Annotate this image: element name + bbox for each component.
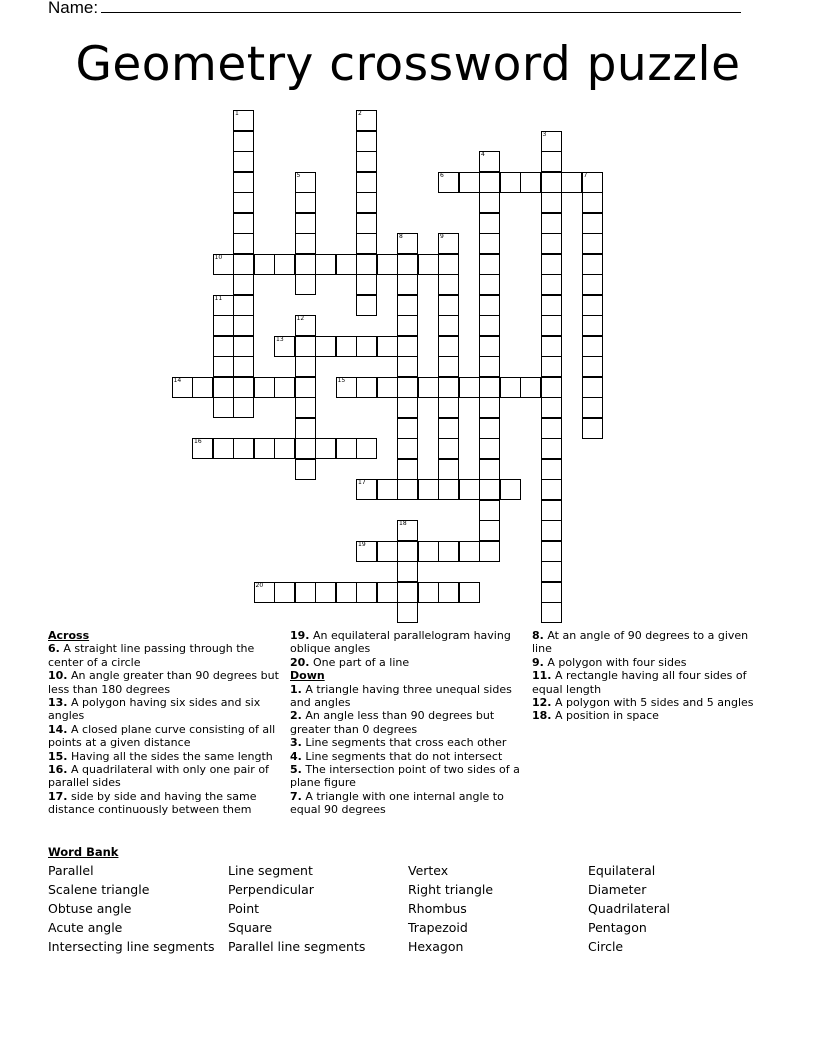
clue-text: An equilateral parallelogram having oblique angles xyxy=(290,629,511,656)
grid-cell[interactable] xyxy=(438,295,459,316)
grid-cell[interactable] xyxy=(541,192,562,213)
clue-text: At an angle of 90 degrees to a given line xyxy=(532,629,749,656)
grid-cell[interactable] xyxy=(295,315,316,336)
grid-cell[interactable] xyxy=(582,418,603,439)
name-label: Name: xyxy=(48,0,99,17)
grid-cell[interactable] xyxy=(315,254,336,275)
grid-cell[interactable] xyxy=(192,438,213,459)
grid-cell[interactable] xyxy=(438,479,459,500)
grid-cell[interactable] xyxy=(418,541,439,562)
grid-cell[interactable] xyxy=(295,397,316,418)
grid-cell[interactable] xyxy=(541,356,562,377)
word-bank-heading: Word Bank xyxy=(48,845,119,859)
clue-item xyxy=(532,696,764,709)
grid-cell[interactable] xyxy=(192,377,213,398)
word-bank-item: Equilateral xyxy=(588,863,656,878)
clue-text: An angle less than 90 degrees but greater than 0 degrees xyxy=(290,709,495,736)
grid-cell[interactable] xyxy=(541,295,562,316)
cell-number: 1 xyxy=(235,110,239,117)
grid-cell[interactable] xyxy=(479,274,500,295)
clue-number: 17. xyxy=(48,789,68,803)
clue-text: Line segments that do not intersect xyxy=(301,749,503,763)
grid-cell[interactable] xyxy=(541,172,562,193)
grid-cell[interactable] xyxy=(479,151,500,172)
word-bank-item: Point xyxy=(228,901,260,916)
grid-cell[interactable] xyxy=(274,438,295,459)
grid-cell[interactable] xyxy=(500,377,521,398)
grid-cell[interactable] xyxy=(438,172,459,193)
grid-cell[interactable] xyxy=(377,254,398,275)
grid-cell[interactable] xyxy=(541,131,562,152)
cell-number: 2 xyxy=(358,110,362,117)
clue-text: A quadrilateral with only one pair of parallel sides xyxy=(48,763,269,790)
word-bank-item: Pentagon xyxy=(588,920,647,935)
cell-number: 5 xyxy=(296,171,301,179)
word-bank-item: Square xyxy=(228,920,273,935)
grid-cell[interactable] xyxy=(295,459,316,480)
grid-cell[interactable] xyxy=(356,233,377,254)
grid-cell[interactable] xyxy=(397,418,418,439)
grid-cell[interactable] xyxy=(541,377,562,398)
cell-number: 7 xyxy=(583,171,588,179)
grid-cell[interactable] xyxy=(418,254,439,275)
clues-column-1 xyxy=(48,629,280,817)
grid-cell[interactable] xyxy=(541,561,562,582)
cell-number: 8 xyxy=(399,233,403,240)
grid-cell[interactable] xyxy=(356,131,377,152)
word-bank-item: Line segment xyxy=(228,863,313,878)
word-bank-item: Circle xyxy=(588,939,624,954)
grid-cell[interactable] xyxy=(500,479,521,500)
grid-cell[interactable] xyxy=(541,151,562,172)
grid-cell[interactable] xyxy=(479,315,500,336)
grid-cell[interactable] xyxy=(295,172,316,193)
grid-cell[interactable] xyxy=(397,438,418,459)
grid-cell[interactable] xyxy=(438,541,459,562)
cell-number: 14 xyxy=(173,376,182,384)
clue-item xyxy=(290,656,522,669)
grid-cell[interactable] xyxy=(541,336,562,357)
grid-cell[interactable] xyxy=(438,418,459,439)
grid-cell[interactable] xyxy=(213,438,234,459)
grid-cell[interactable] xyxy=(479,500,500,521)
grid-cell[interactable] xyxy=(582,377,603,398)
clue-text: An angle greater than 90 degrees but less than 180 degrees xyxy=(48,669,279,696)
cell-number: 17 xyxy=(358,479,366,486)
clue-item xyxy=(48,696,280,723)
clue-text: A polygon with four sides xyxy=(543,655,687,669)
cell-number: 9 xyxy=(440,233,444,240)
grid-cell[interactable] xyxy=(233,336,254,357)
grid-cell[interactable] xyxy=(438,254,459,275)
grid-cell[interactable] xyxy=(397,459,418,480)
clue-number: 13. xyxy=(48,696,68,710)
word-bank-item: Parallel line segments xyxy=(228,939,366,954)
clue-text: side by side and having the same distance continuously between them xyxy=(48,789,257,817)
clue-number: 8. xyxy=(532,629,544,642)
grid-cell[interactable] xyxy=(336,336,357,357)
grid-cell[interactable] xyxy=(213,377,234,398)
grid-cell[interactable] xyxy=(356,438,377,459)
grid-cell[interactable] xyxy=(582,274,603,295)
grid-cell[interactable] xyxy=(479,377,500,398)
grid-cell[interactable] xyxy=(233,356,254,377)
grid-cell[interactable] xyxy=(397,582,418,603)
grid-cell[interactable] xyxy=(459,377,480,398)
clue-number: 15. xyxy=(48,749,68,763)
grid-cell[interactable] xyxy=(356,336,377,357)
grid-cell[interactable] xyxy=(233,315,254,336)
word-bank-item: Diameter xyxy=(588,882,647,897)
word-bank-item: Hexagon xyxy=(408,939,464,954)
grid-cell[interactable] xyxy=(377,336,398,357)
clue-text: A triangle with one internal angle to equal 90 degrees xyxy=(290,789,504,817)
grid-cell[interactable] xyxy=(356,377,377,398)
grid-cell[interactable] xyxy=(233,172,254,193)
grid-cell[interactable] xyxy=(356,192,377,213)
grid-cell[interactable] xyxy=(213,254,234,275)
cell-number: 19 xyxy=(358,540,366,548)
word-bank-item: Quadrilateral xyxy=(588,901,670,916)
grid-cell[interactable] xyxy=(295,377,316,398)
cell-number: 13 xyxy=(276,335,284,343)
grid-cell[interactable] xyxy=(438,582,459,603)
grid-cell[interactable] xyxy=(520,172,541,193)
grid-cell[interactable] xyxy=(561,172,582,193)
across-heading: Across xyxy=(48,629,90,642)
grid-cell[interactable] xyxy=(356,110,377,131)
grid-cell[interactable] xyxy=(438,336,459,357)
grid-cell[interactable] xyxy=(541,459,562,480)
cell-number: 10 xyxy=(214,253,223,261)
grid-cell[interactable] xyxy=(233,274,254,295)
clue-number: 12. xyxy=(532,696,552,710)
clue-text: A polygon with 5 sides and 5 angles xyxy=(551,696,754,710)
clue-item xyxy=(532,629,764,656)
grid-cell[interactable] xyxy=(233,295,254,316)
grid-cell[interactable] xyxy=(500,172,521,193)
clue-number: 4. xyxy=(290,749,302,763)
grid-cell[interactable] xyxy=(479,459,500,480)
grid-cell[interactable] xyxy=(254,438,275,459)
grid-cell[interactable] xyxy=(520,377,541,398)
grid-cell[interactable] xyxy=(295,336,316,357)
grid-cell[interactable] xyxy=(582,336,603,357)
cell-number: 4 xyxy=(481,151,485,158)
grid-cell[interactable] xyxy=(397,520,418,541)
grid-cell[interactable] xyxy=(582,397,603,418)
word-bank-item: Vertex xyxy=(408,863,449,878)
grid-cell[interactable] xyxy=(377,582,398,603)
grid-cell[interactable] xyxy=(479,295,500,316)
grid-cell[interactable] xyxy=(274,582,295,603)
grid-cell[interactable] xyxy=(315,438,336,459)
grid-cell[interactable] xyxy=(438,438,459,459)
grid-cell[interactable] xyxy=(479,356,500,377)
grid-cell[interactable] xyxy=(233,213,254,234)
grid-cell[interactable] xyxy=(397,479,418,500)
grid-cell[interactable] xyxy=(418,479,439,500)
grid-cell[interactable] xyxy=(479,233,500,254)
grid-cell[interactable] xyxy=(541,418,562,439)
word-bank-item: Right triangle xyxy=(408,882,494,897)
clue-number: 10. xyxy=(48,669,68,683)
grid-cell[interactable] xyxy=(233,110,254,131)
grid-cell[interactable] xyxy=(356,541,377,562)
clue-item xyxy=(290,629,522,656)
grid-cell[interactable] xyxy=(479,254,500,275)
grid-cell[interactable] xyxy=(541,582,562,603)
grid-cell[interactable] xyxy=(172,377,193,398)
grid-cell[interactable] xyxy=(582,315,603,336)
grid-cell[interactable] xyxy=(397,356,418,377)
grid-cell[interactable] xyxy=(459,582,480,603)
grid-cell[interactable] xyxy=(582,295,603,316)
grid-cell[interactable] xyxy=(418,582,439,603)
grid-cell[interactable] xyxy=(377,377,398,398)
grid-cell[interactable] xyxy=(213,356,234,377)
clue-text: Having all the sides the same length xyxy=(67,749,273,763)
grid-cell[interactable] xyxy=(582,172,603,193)
clue-number: 18. xyxy=(532,709,552,723)
grid-cell[interactable] xyxy=(336,582,357,603)
grid-cell[interactable] xyxy=(479,541,500,562)
clue-item xyxy=(290,683,522,710)
grid-cell[interactable] xyxy=(438,356,459,377)
grid-cell[interactable] xyxy=(356,151,377,172)
grid-cell[interactable] xyxy=(356,172,377,193)
word-bank-item: Trapezoid xyxy=(408,920,468,935)
grid-cell[interactable] xyxy=(397,315,418,336)
grid-cell[interactable] xyxy=(213,336,234,357)
grid-cell[interactable] xyxy=(356,213,377,234)
clue-item xyxy=(290,709,522,736)
grid-cell[interactable] xyxy=(356,582,377,603)
grid-cell[interactable] xyxy=(438,274,459,295)
grid-cell[interactable] xyxy=(541,274,562,295)
grid-cell[interactable] xyxy=(295,254,316,275)
cell-number: 6 xyxy=(440,171,444,179)
word-bank-list xyxy=(48,863,788,954)
clue-text: A closed plane curve consisting of all points at a given distance xyxy=(48,722,276,750)
grid-cell[interactable] xyxy=(479,172,500,193)
clue-item xyxy=(48,669,280,696)
grid-cell[interactable] xyxy=(479,520,500,541)
grid-cell[interactable] xyxy=(356,274,377,295)
grid-cell[interactable] xyxy=(438,377,459,398)
clue-item xyxy=(48,642,280,669)
grid-cell[interactable] xyxy=(233,233,254,254)
clue-item xyxy=(532,709,764,722)
grid-cell[interactable] xyxy=(336,254,357,275)
grid-cell[interactable] xyxy=(582,192,603,213)
cell-number: 12 xyxy=(296,315,305,322)
grid-cell[interactable] xyxy=(274,254,295,275)
grid-cell[interactable] xyxy=(541,315,562,336)
grid-cell[interactable] xyxy=(356,295,377,316)
grid-cell[interactable] xyxy=(582,254,603,275)
grid-cell[interactable] xyxy=(295,356,316,377)
cell-number: 11 xyxy=(214,294,223,302)
grid-cell[interactable] xyxy=(356,254,377,275)
clue-item xyxy=(48,750,280,763)
grid-cell[interactable] xyxy=(233,397,254,418)
clue-number: 5. xyxy=(290,763,302,777)
grid-cell[interactable] xyxy=(356,479,377,500)
cell-number: 20 xyxy=(255,581,264,589)
grid-cell[interactable] xyxy=(438,233,459,254)
word-bank-item: Rhombus xyxy=(408,901,467,916)
clue-text: Line segments that cross each other xyxy=(301,736,507,750)
clue-number: 14. xyxy=(48,722,68,736)
grid-cell[interactable] xyxy=(397,274,418,295)
word-bank-item: Intersecting line segments xyxy=(48,939,215,954)
grid-cell[interactable] xyxy=(397,233,418,254)
grid-cell[interactable] xyxy=(541,397,562,418)
grid-cell[interactable] xyxy=(274,377,295,398)
grid-cell[interactable] xyxy=(295,274,316,295)
grid-cell[interactable] xyxy=(295,438,316,459)
grid-cell[interactable] xyxy=(479,438,500,459)
grid-cell[interactable] xyxy=(541,500,562,521)
grid-cell[interactable] xyxy=(582,356,603,377)
grid-cell[interactable] xyxy=(397,377,418,398)
grid-cell[interactable] xyxy=(254,377,275,398)
clue-number: 6. xyxy=(48,642,60,656)
clue-item xyxy=(532,656,764,669)
cell-number: 3 xyxy=(542,130,547,138)
grid-cell[interactable] xyxy=(213,295,234,316)
grid-cell[interactable] xyxy=(233,192,254,213)
grid-cell[interactable] xyxy=(438,459,459,480)
grid-cell[interactable] xyxy=(315,582,336,603)
clue-number: 11. xyxy=(532,669,552,683)
clue-number: 7. xyxy=(290,789,302,803)
clue-text: A polygon having six sides and six angles xyxy=(48,696,261,723)
clue-text: A straight line passing through the center of a circle xyxy=(48,642,255,669)
grid-cell[interactable] xyxy=(233,377,254,398)
cell-number: 15 xyxy=(337,376,346,384)
grid-cell[interactable] xyxy=(459,172,480,193)
grid-cell[interactable] xyxy=(397,602,418,623)
grid-cell[interactable] xyxy=(377,479,398,500)
grid-cell[interactable] xyxy=(479,192,500,213)
cell-number: 16 xyxy=(194,438,202,445)
grid-cell[interactable] xyxy=(377,541,398,562)
grid-cell[interactable] xyxy=(213,397,234,418)
grid-cell[interactable] xyxy=(295,582,316,603)
grid-cell[interactable] xyxy=(295,233,316,254)
grid-cell[interactable] xyxy=(541,438,562,459)
cell-number: 18 xyxy=(399,520,407,527)
grid-cell[interactable] xyxy=(336,377,357,398)
grid-cell[interactable] xyxy=(479,213,500,234)
grid-cell[interactable] xyxy=(479,418,500,439)
clue-text: A triangle having three unequal sides and angles xyxy=(290,682,512,710)
grid-cell[interactable] xyxy=(479,479,500,500)
grid-cell[interactable] xyxy=(418,377,439,398)
clue-number: 20. xyxy=(290,655,310,669)
clues-column-2 xyxy=(290,629,522,817)
grid-cell[interactable] xyxy=(541,602,562,623)
grid-cell[interactable] xyxy=(397,561,418,582)
word-bank-item: Scalene triangle xyxy=(48,882,150,897)
grid-cell[interactable] xyxy=(479,397,500,418)
clue-item xyxy=(532,669,764,696)
grid-cell[interactable] xyxy=(438,397,459,418)
grid-cell[interactable] xyxy=(541,254,562,275)
grid-cell[interactable] xyxy=(479,336,500,357)
clue-text: A rectangle having all four sides of equal length xyxy=(532,669,747,696)
grid-cell[interactable] xyxy=(397,295,418,316)
word-bank-item: Acute angle xyxy=(48,920,123,935)
grid-cell[interactable] xyxy=(397,541,418,562)
grid-cell[interactable] xyxy=(459,479,480,500)
grid-cell[interactable] xyxy=(233,254,254,275)
clue-item xyxy=(290,763,522,790)
grid-cell[interactable] xyxy=(233,131,254,152)
clue-item xyxy=(290,790,522,817)
clues-column-3 xyxy=(532,629,764,723)
clue-text: A position in space xyxy=(551,709,659,723)
word-bank-item: Perpendicular xyxy=(228,882,314,897)
grid-cell[interactable] xyxy=(397,254,418,275)
grid-cell[interactable] xyxy=(213,315,234,336)
grid-cell[interactable] xyxy=(541,213,562,234)
grid-cell[interactable] xyxy=(582,233,603,254)
page-title: Geometry crossword puzzle xyxy=(75,37,741,92)
grid-cell[interactable] xyxy=(336,438,357,459)
clue-number: 3. xyxy=(290,736,302,750)
clue-number: 2. xyxy=(290,709,302,723)
down-heading: Down xyxy=(290,669,325,683)
grid-cell[interactable] xyxy=(254,254,275,275)
grid-cell[interactable] xyxy=(254,582,275,603)
grid-cell[interactable] xyxy=(233,151,254,172)
clue-item xyxy=(48,723,280,750)
grid-cell[interactable] xyxy=(541,479,562,500)
grid-cell[interactable] xyxy=(459,541,480,562)
grid-cell[interactable] xyxy=(295,418,316,439)
clue-item xyxy=(290,736,522,749)
clue-item xyxy=(48,763,280,790)
grid-cell[interactable] xyxy=(397,397,418,418)
word-bank xyxy=(48,845,788,954)
word-bank-item: Obtuse angle xyxy=(48,901,132,916)
clue-text: One part of a line xyxy=(309,655,410,669)
clue-number: 19. xyxy=(290,629,310,642)
clue-text: The intersection point of two sides of a plane figure xyxy=(290,763,520,790)
grid-cell[interactable] xyxy=(541,233,562,254)
clue-item xyxy=(290,750,522,763)
grid-cell[interactable] xyxy=(295,213,316,234)
clue-number: 9. xyxy=(532,655,544,669)
grid-cell[interactable] xyxy=(397,336,418,357)
grid-cell[interactable] xyxy=(274,336,295,357)
grid-cell[interactable] xyxy=(438,315,459,336)
grid-cell[interactable] xyxy=(233,438,254,459)
grid-cell[interactable] xyxy=(315,336,336,357)
clue-number: 16. xyxy=(48,763,68,777)
word-bank-item: Parallel xyxy=(48,863,94,878)
grid-cell[interactable] xyxy=(541,541,562,562)
clue-number: 1. xyxy=(290,682,302,696)
grid-cell[interactable] xyxy=(582,213,603,234)
grid-cell[interactable] xyxy=(295,192,316,213)
clue-item xyxy=(48,790,280,817)
grid-cell[interactable] xyxy=(541,520,562,541)
